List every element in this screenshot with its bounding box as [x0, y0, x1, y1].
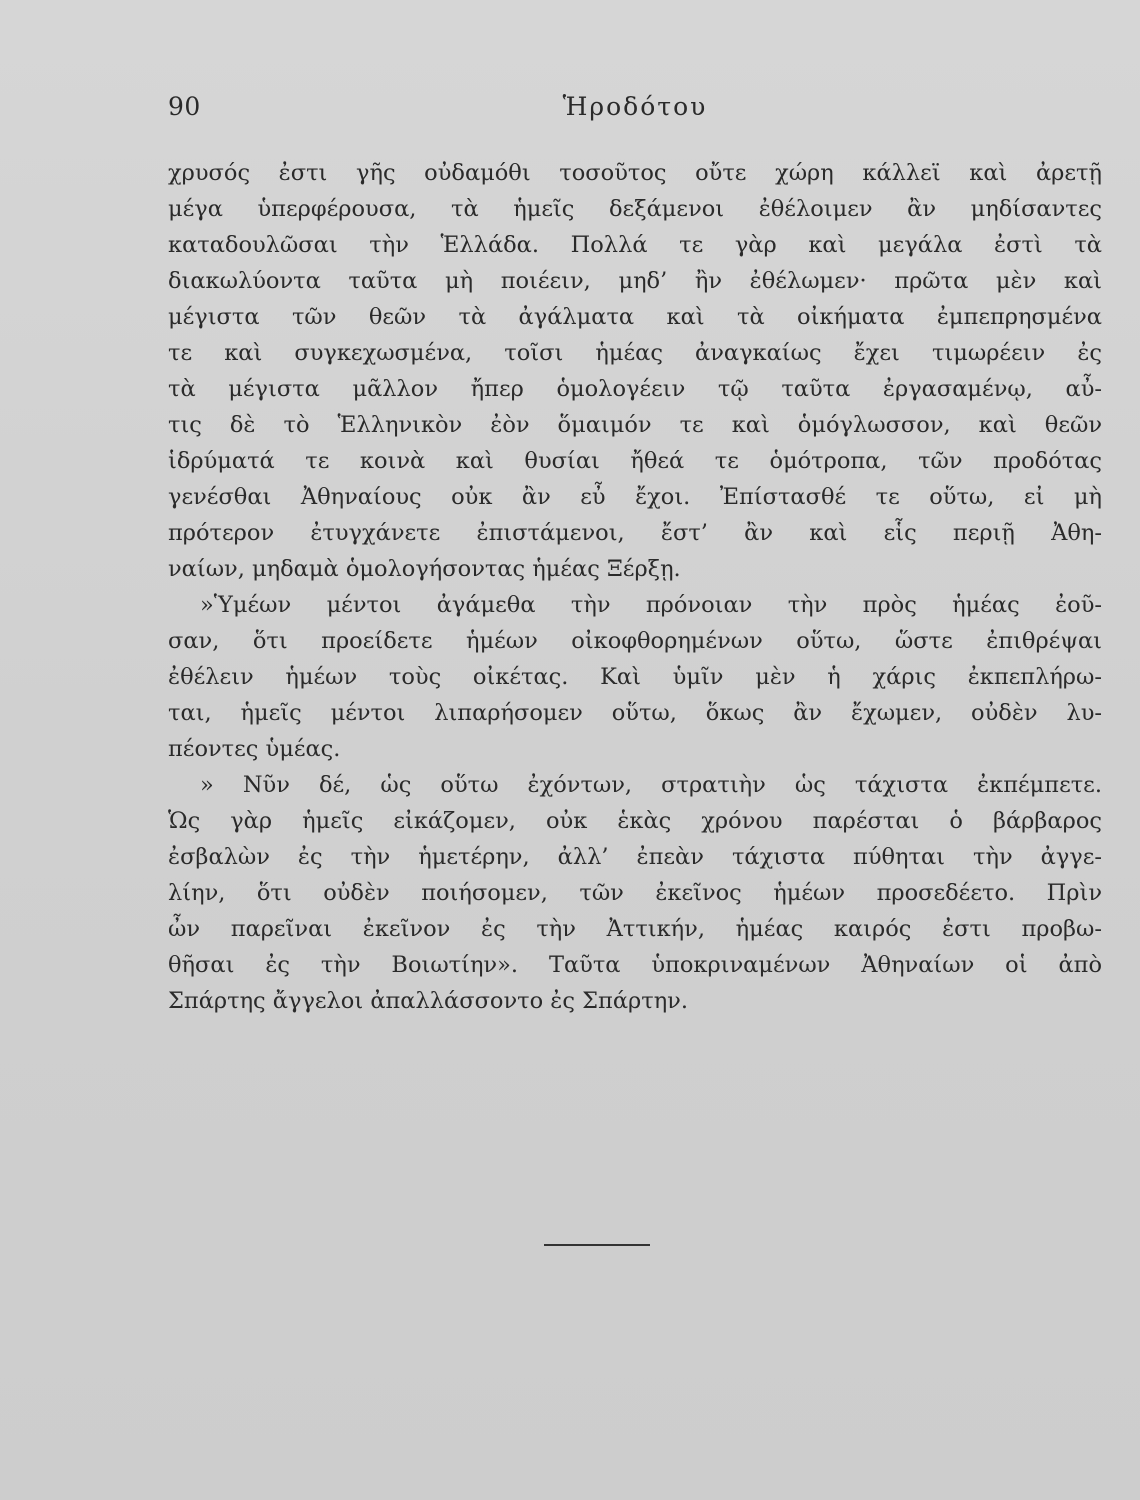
text-line: τὰ μέγιστα μᾶλλον ἤπερ ὁμολογέειν τῷ ταῦτα ἐργασαμένῳ, αὖ-	[168, 376, 1102, 402]
text-line: ἱδρύματά τε κοινὰ καὶ θυσίαι ἤθεά τε ὁμότροπα, τῶν προδότας	[168, 448, 1102, 474]
text-line: διακωλύοντα ταῦτα μὴ ποιέειν, μηδ’ ἢν ἐθέλωμεν· πρῶτα μὲν καὶ	[168, 268, 1102, 294]
running-title: Ἡροδότου	[562, 92, 708, 121]
body-text	[168, 155, 1102, 1019]
text-line: ἐθέλειν ἡμέων τοὺς οἰκέτας. Καὶ ὑμῖν μὲν ἡ χάρις ἐκπεπλήρω-	[168, 664, 1102, 690]
text-line: καταδουλῶσαι τὴν Ἑλλάδα. Πολλά τε γὰρ καὶ μεγάλα ἐστὶ τὰ	[168, 232, 1102, 258]
text-line: Ὡς γὰρ ἡμεῖς εἰκάζομεν, οὐκ ἑκὰς χρόνου παρέσται ὁ βάρβαρος	[168, 808, 1102, 834]
text-line: χρυσός ἐστι γῆς οὐδαμόθι τοσοῦτος οὔτε χώρη κάλλεϊ καὶ ἀρετῇ	[168, 160, 1102, 186]
text-line: Σπάρτης ἄγγελοι ἀπαλλάσσοντο ἐς Σπάρτην.	[168, 988, 689, 1014]
running-head	[168, 92, 1102, 132]
text-line: θῆσαι ἐς τὴν Βοιωτίην». Ταῦτα ὑποκριναμένων Ἀθηναίων οἱ ἀπὸ	[168, 952, 1102, 978]
text-line: ναίων, μηδαμὰ ὁμολογήσοντας ἡμέας Ξέρξῃ.	[168, 556, 681, 582]
text-line: πρότερον ἐτυγχάνετε ἐπιστάμενοι, ἔστ’ ἂν καὶ εἷς περιῇ Ἀθη-	[168, 520, 1102, 546]
text-line: λίην, ὅτι οὐδὲν ποιήσομεν, τῶν ἐκεῖνος ἡμέων προσεδέετο. Πρὶν	[168, 880, 1102, 906]
text-line: τε καὶ συγκεχωσμένα, τοῖσι ἡμέας ἀναγκαίως ἔχει τιμωρέειν ἐς	[168, 340, 1102, 366]
text-line: ἐσβαλὼν ἐς τὴν ἡμετέρην, ἀλλ’ ἐπεὰν τάχιστα πύθηται τὴν ἀγγε-	[168, 844, 1102, 870]
text-line: γενέσθαι Ἀθηναίους οὐκ ἂν εὖ ἔχοι. Ἐπίστασθέ τε οὕτω, εἰ μὴ	[168, 484, 1102, 510]
section-rule	[544, 1244, 650, 1246]
text-line: σαν, ὅτι προείδετε ἡμέων οἰκοφθορημένων οὕτω, ὥστε ἐπιθρέψαι	[168, 628, 1102, 654]
text-line: μέγα ὑπερφέρουσα, τὰ ἡμεῖς δεξάμενοι ἐθέλοιμεν ἂν μηδίσαντες	[168, 196, 1102, 222]
text-line: πέοντες ὑμέας.	[168, 736, 341, 762]
text-line: μέγιστα τῶν θεῶν τὰ ἀγάλματα καὶ τὰ οἰκήματα ἐμπεπρησμένα	[168, 304, 1102, 330]
text-line: τις δὲ τὸ Ἑλληνικὸν ἐὸν ὅμαιμόν τε καὶ ὁμόγλωσσον, καὶ θεῶν	[168, 412, 1102, 438]
text-line: »Ὑμέων μέντοι ἀγάμεθα τὴν πρόνοιαν τὴν πρὸς ἡμέας ἐοῦ-	[200, 592, 1102, 618]
text-line: ὦν παρεῖναι ἐκεῖνον ἐς τὴν Ἀττικήν, ἡμέας καιρός ἐστι προβω-	[168, 916, 1102, 942]
text-line: ται, ἡμεῖς μέντοι λιπαρήσομεν οὕτω, ὅκως ἂν ἔχωμεν, οὐδὲν λυ-	[168, 700, 1102, 726]
page-number: 90	[168, 92, 201, 121]
text-line: » Νῦν δέ, ὡς οὕτω ἐχόντων, στρατιὴν ὡς τάχιστα ἐκπέμπετε.	[200, 772, 1102, 798]
